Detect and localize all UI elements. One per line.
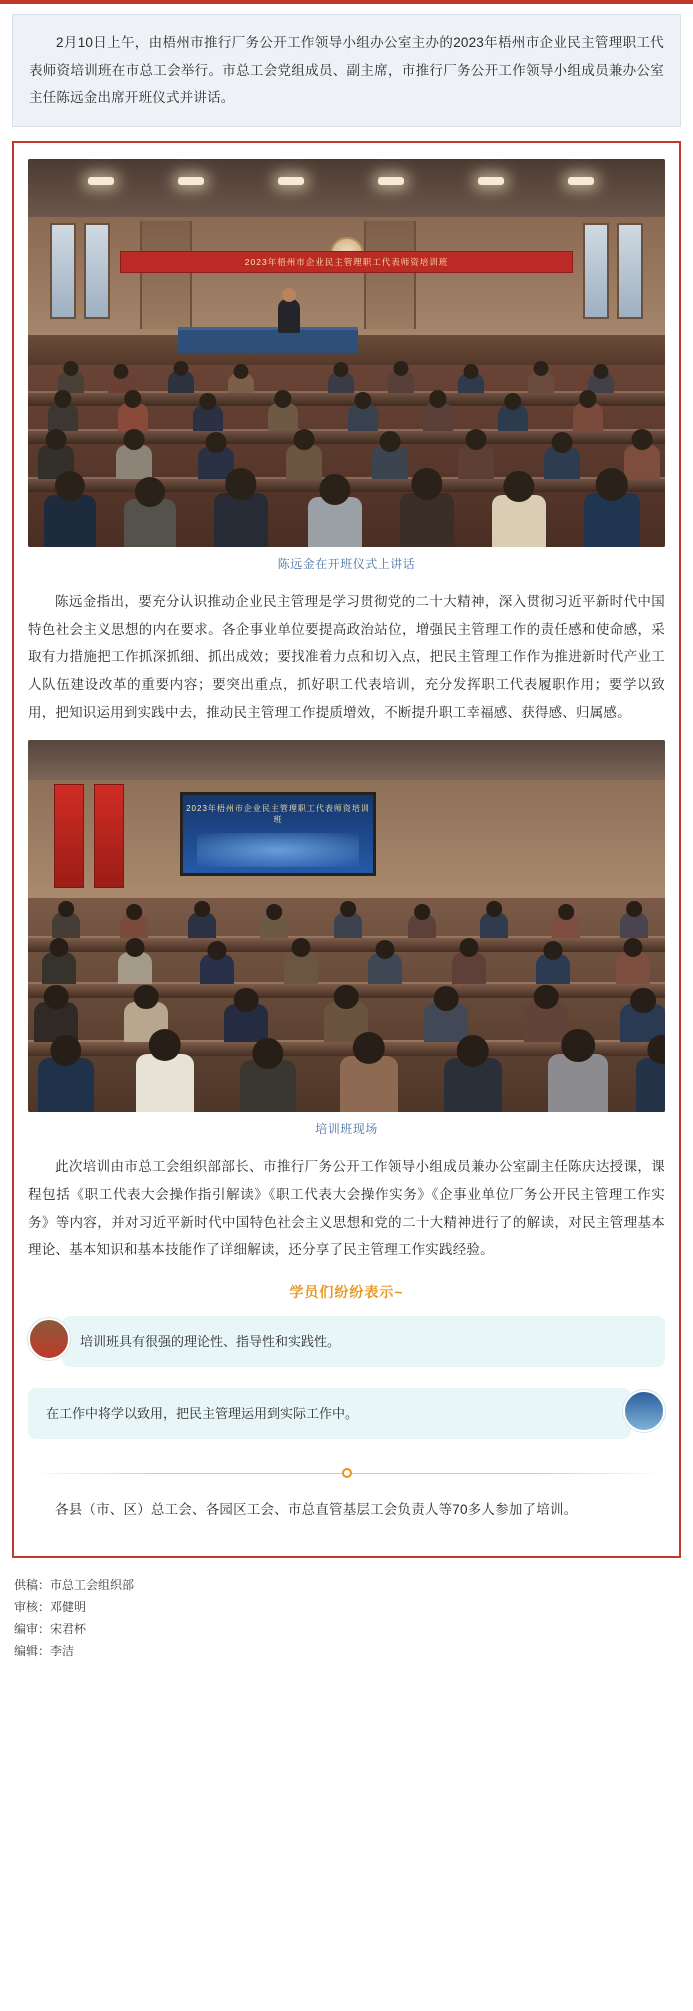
audience-member: [286, 445, 322, 479]
trainee-front: [240, 1060, 296, 1112]
audience-member-front: [492, 495, 546, 547]
trainee-front: [444, 1058, 502, 1112]
paragraph-3: 各县（市、区）总工会、各园区工会、市总直管基层工会负责人等70多人参加了培训。: [55, 1502, 578, 1518]
trainee: [408, 914, 436, 938]
trainee: [334, 912, 362, 938]
photo-training-site: [28, 740, 665, 1112]
trainee: [200, 954, 234, 984]
audience-member: [573, 403, 603, 431]
audience-member: [458, 373, 484, 393]
trainee: [120, 914, 148, 938]
audience-member-front: [124, 499, 176, 547]
credit-line-review: 审核：邓健明: [14, 1599, 87, 1614]
window: [50, 223, 76, 319]
audience-member: [423, 403, 453, 431]
avatar: [28, 1318, 70, 1360]
credit-line-editor-in-chief: 编审：宋君杯: [14, 1622, 87, 1637]
trainee-front-white-coat: [136, 1054, 194, 1112]
audience-member: [458, 445, 494, 479]
paragraph-2: 此次培训由市总工会组织部部长、市推行厂务公开工作领导小组成员兼办公室副主任陈庆达授课，课程包括《职工代表大会操作指引解读》《职工代表大会操作实务》《企事业单位厂务公开民主管理工作实务》等内容，并对习近平新时代中国特色社会主义思想和党的二十大精神进行了的解读，对民主管理基本理论、基本知识和基本技能作了详细解读，还分享了民主管理工作实践经验。: [28, 1159, 665, 1258]
quote-bubble: 培训班具有很强的理论性、指导性和实践性。: [62, 1316, 665, 1367]
red-vertical-banner: [54, 784, 84, 888]
ceiling-light: [88, 177, 114, 185]
trainee: [524, 1002, 568, 1042]
credits-block: [14, 1574, 679, 1663]
trainee-front: [340, 1056, 398, 1112]
trainee: [620, 912, 648, 938]
trainee-front: [548, 1054, 608, 1112]
audience-member: [193, 405, 223, 431]
trainee: [284, 952, 318, 984]
audience-member: [118, 403, 148, 431]
audience-member: [372, 446, 408, 479]
audience-member: [48, 403, 78, 431]
stage-banner: 2023年梧州市企业民主管理职工代表师资培训班: [120, 251, 573, 273]
lede-paragraph: 2月10日上午，由梧州市推行厂务公开工作领导小组办公室主办的2023年梧州市企业民主管理职工代表师资培训班在市总工会举行。市总工会党组成员、副主席，市推行厂务公开工作领导小组成员兼办公室主任陈远金出席开班仪式并讲话。: [12, 14, 681, 127]
photo1-caption: 陈远金在开班仪式上讲话: [277, 557, 416, 572]
top-accent-rule: [0, 0, 693, 4]
ceiling-light: [278, 177, 304, 185]
audience-member: [348, 404, 378, 431]
audience-member: [228, 373, 254, 393]
head-table: [178, 327, 358, 353]
article-frame: [12, 141, 681, 1558]
audience-member-front: [400, 493, 454, 547]
trainee: [260, 914, 288, 938]
photo-opening-ceremony: [28, 159, 665, 547]
trainee: [552, 914, 580, 938]
audience-member: [624, 445, 660, 479]
section-divider: [28, 1466, 665, 1480]
speaker-figure: [278, 299, 300, 333]
wall-panel: [364, 221, 416, 329]
audience-member: [498, 405, 528, 431]
screen-title: 2023年梧州市企业民主管理职工代表师资培训班: [186, 804, 370, 825]
photo1-back-wall: [28, 217, 665, 335]
trainee: [52, 912, 80, 938]
audience-member: [528, 371, 554, 393]
audience-member-front: [584, 493, 640, 547]
divider-dot-icon: [342, 1468, 352, 1478]
window: [617, 223, 643, 319]
photo2-caption: 培训班现场: [315, 1122, 378, 1137]
audience-member: [168, 371, 194, 393]
trainee: [452, 952, 486, 984]
trainee: [424, 1003, 468, 1042]
ceiling-light: [478, 177, 504, 185]
window: [84, 223, 110, 319]
quote-bubble: 在工作中将学以致用，把民主管理运用到实际工作中。: [28, 1388, 631, 1439]
credit-line-editor: 编辑：李洁: [14, 1644, 75, 1659]
ceiling-light: [178, 177, 204, 185]
paragraph-1: 陈远金指出，要充分认识推动企业民主管理是学习贯彻党的二十大精神，深入贯彻习近平新时代中国特色社会主义思想的内在要求。各企事业单位要提高政治站位，增强民主管理工作的责任感和使命感，采取有力措施把工作抓深抓细、抓出成效；要找准着力点和切入点，把民主管理工作作为推进新时代产业工人队伍建设改革的重要内容；要突出重点，抓好职工代表培训，充分发挥职工代表履职作用；要学以致用，把知识运用到实践中去，推动民主管理工作提质增效，不断提升职工幸福感、获得感、归属感。: [28, 594, 665, 720]
wall-panel: [140, 221, 192, 329]
audience-member: [116, 445, 152, 479]
audience-member: [268, 403, 298, 431]
trainee: [616, 952, 650, 984]
red-vertical-banner: [94, 784, 124, 888]
audience-member: [544, 447, 580, 479]
screen-glow: [197, 833, 359, 867]
trainee-front: [38, 1058, 94, 1112]
quote-item: [28, 1316, 665, 1372]
audience-member-front: [214, 493, 268, 547]
trainee-front: [636, 1058, 665, 1112]
ceiling-light: [378, 177, 404, 185]
credit-line-source: 供稿：市总工会组织部: [14, 1577, 135, 1592]
audience-member-front: [308, 497, 362, 547]
trainee: [118, 952, 152, 984]
trainee: [188, 912, 216, 938]
photo2-ceiling: [28, 740, 665, 780]
quote-item: [28, 1388, 665, 1444]
photo1-ceiling: [28, 159, 665, 217]
ceiling-light: [568, 177, 594, 185]
trainee: [536, 954, 570, 984]
audience-member: [388, 371, 414, 393]
trainee: [224, 1004, 268, 1042]
audience-member: [328, 372, 354, 393]
projection-screen: [180, 792, 376, 876]
trainee: [480, 912, 508, 938]
window: [583, 223, 609, 319]
trainee: [42, 952, 76, 984]
audience-member-front: [44, 495, 96, 547]
audience-member: [588, 373, 614, 393]
avatar: [623, 1390, 665, 1432]
desk-row: [28, 936, 665, 952]
trainee: [368, 953, 402, 984]
quotes-heading: 学员们纷纷表示~: [289, 1284, 404, 1301]
